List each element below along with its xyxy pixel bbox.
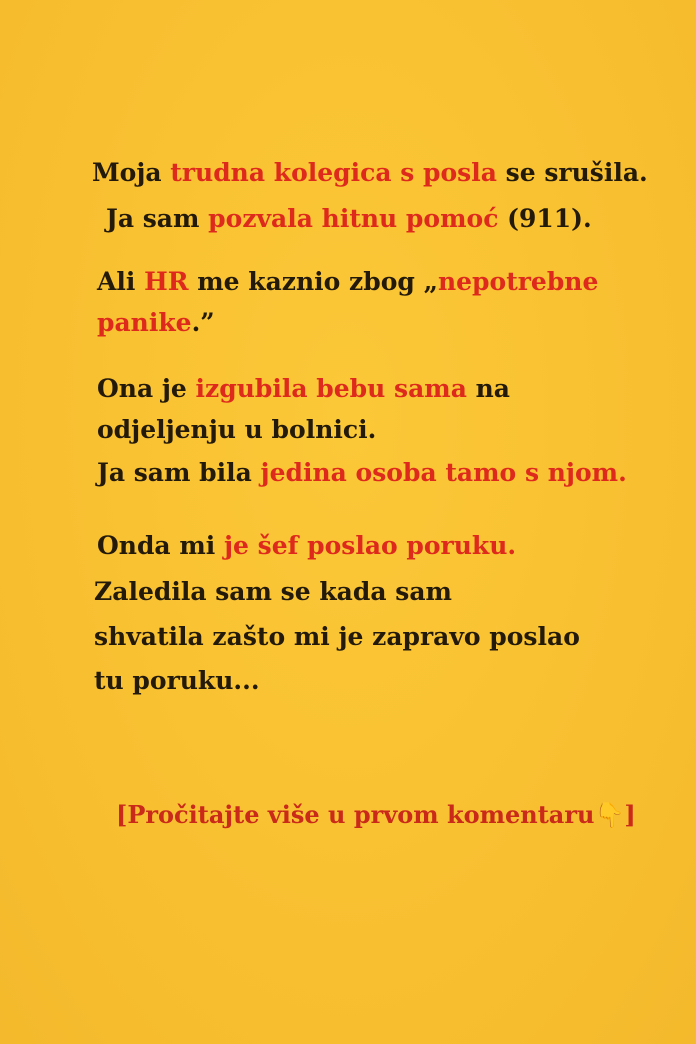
story-line-4: panike.” <box>97 308 215 337</box>
highlight: izgubila bebu sama <box>195 374 467 403</box>
story-line-11: tu poruku... <box>94 666 260 695</box>
pointing-down-icon: 👇 <box>594 801 625 829</box>
story-line-8: Onda mi je šef poslao poruku. <box>97 531 517 560</box>
story-line-7: Ja sam bila jedina osoba tamo s njom. <box>97 458 627 487</box>
story-line-9: Zaledila sam se kada sam <box>94 577 452 606</box>
story-line-3: Ali HR me kaznio zbog „nepotrebne <box>97 267 599 296</box>
story-line-6: odjeljenju u bolnici. <box>97 415 377 444</box>
highlight: jedina osoba tamo s njom. <box>260 458 627 487</box>
highlight: HR <box>144 267 189 296</box>
story-line-5: Ona je izgubila bebu sama na <box>97 374 511 403</box>
read-more-link[interactable]: [Pročitajte više u prvom komentaru👇] <box>116 800 636 829</box>
story-line-1: Moja trudna kolegica s posla se srušila. <box>92 158 648 187</box>
highlight: trudna kolegica s posla <box>170 158 497 187</box>
highlight: pozvala hitnu pomoć <box>208 204 499 233</box>
highlight: panike <box>97 308 192 337</box>
highlight: nepotrebne <box>437 267 599 296</box>
story-line-2: Ja sam pozvala hitnu pomoć (911). <box>106 204 592 233</box>
story-line-10: shvatila zašto mi je zapravo poslao <box>94 622 580 651</box>
highlight: je šef poslao poruku. <box>224 531 517 560</box>
